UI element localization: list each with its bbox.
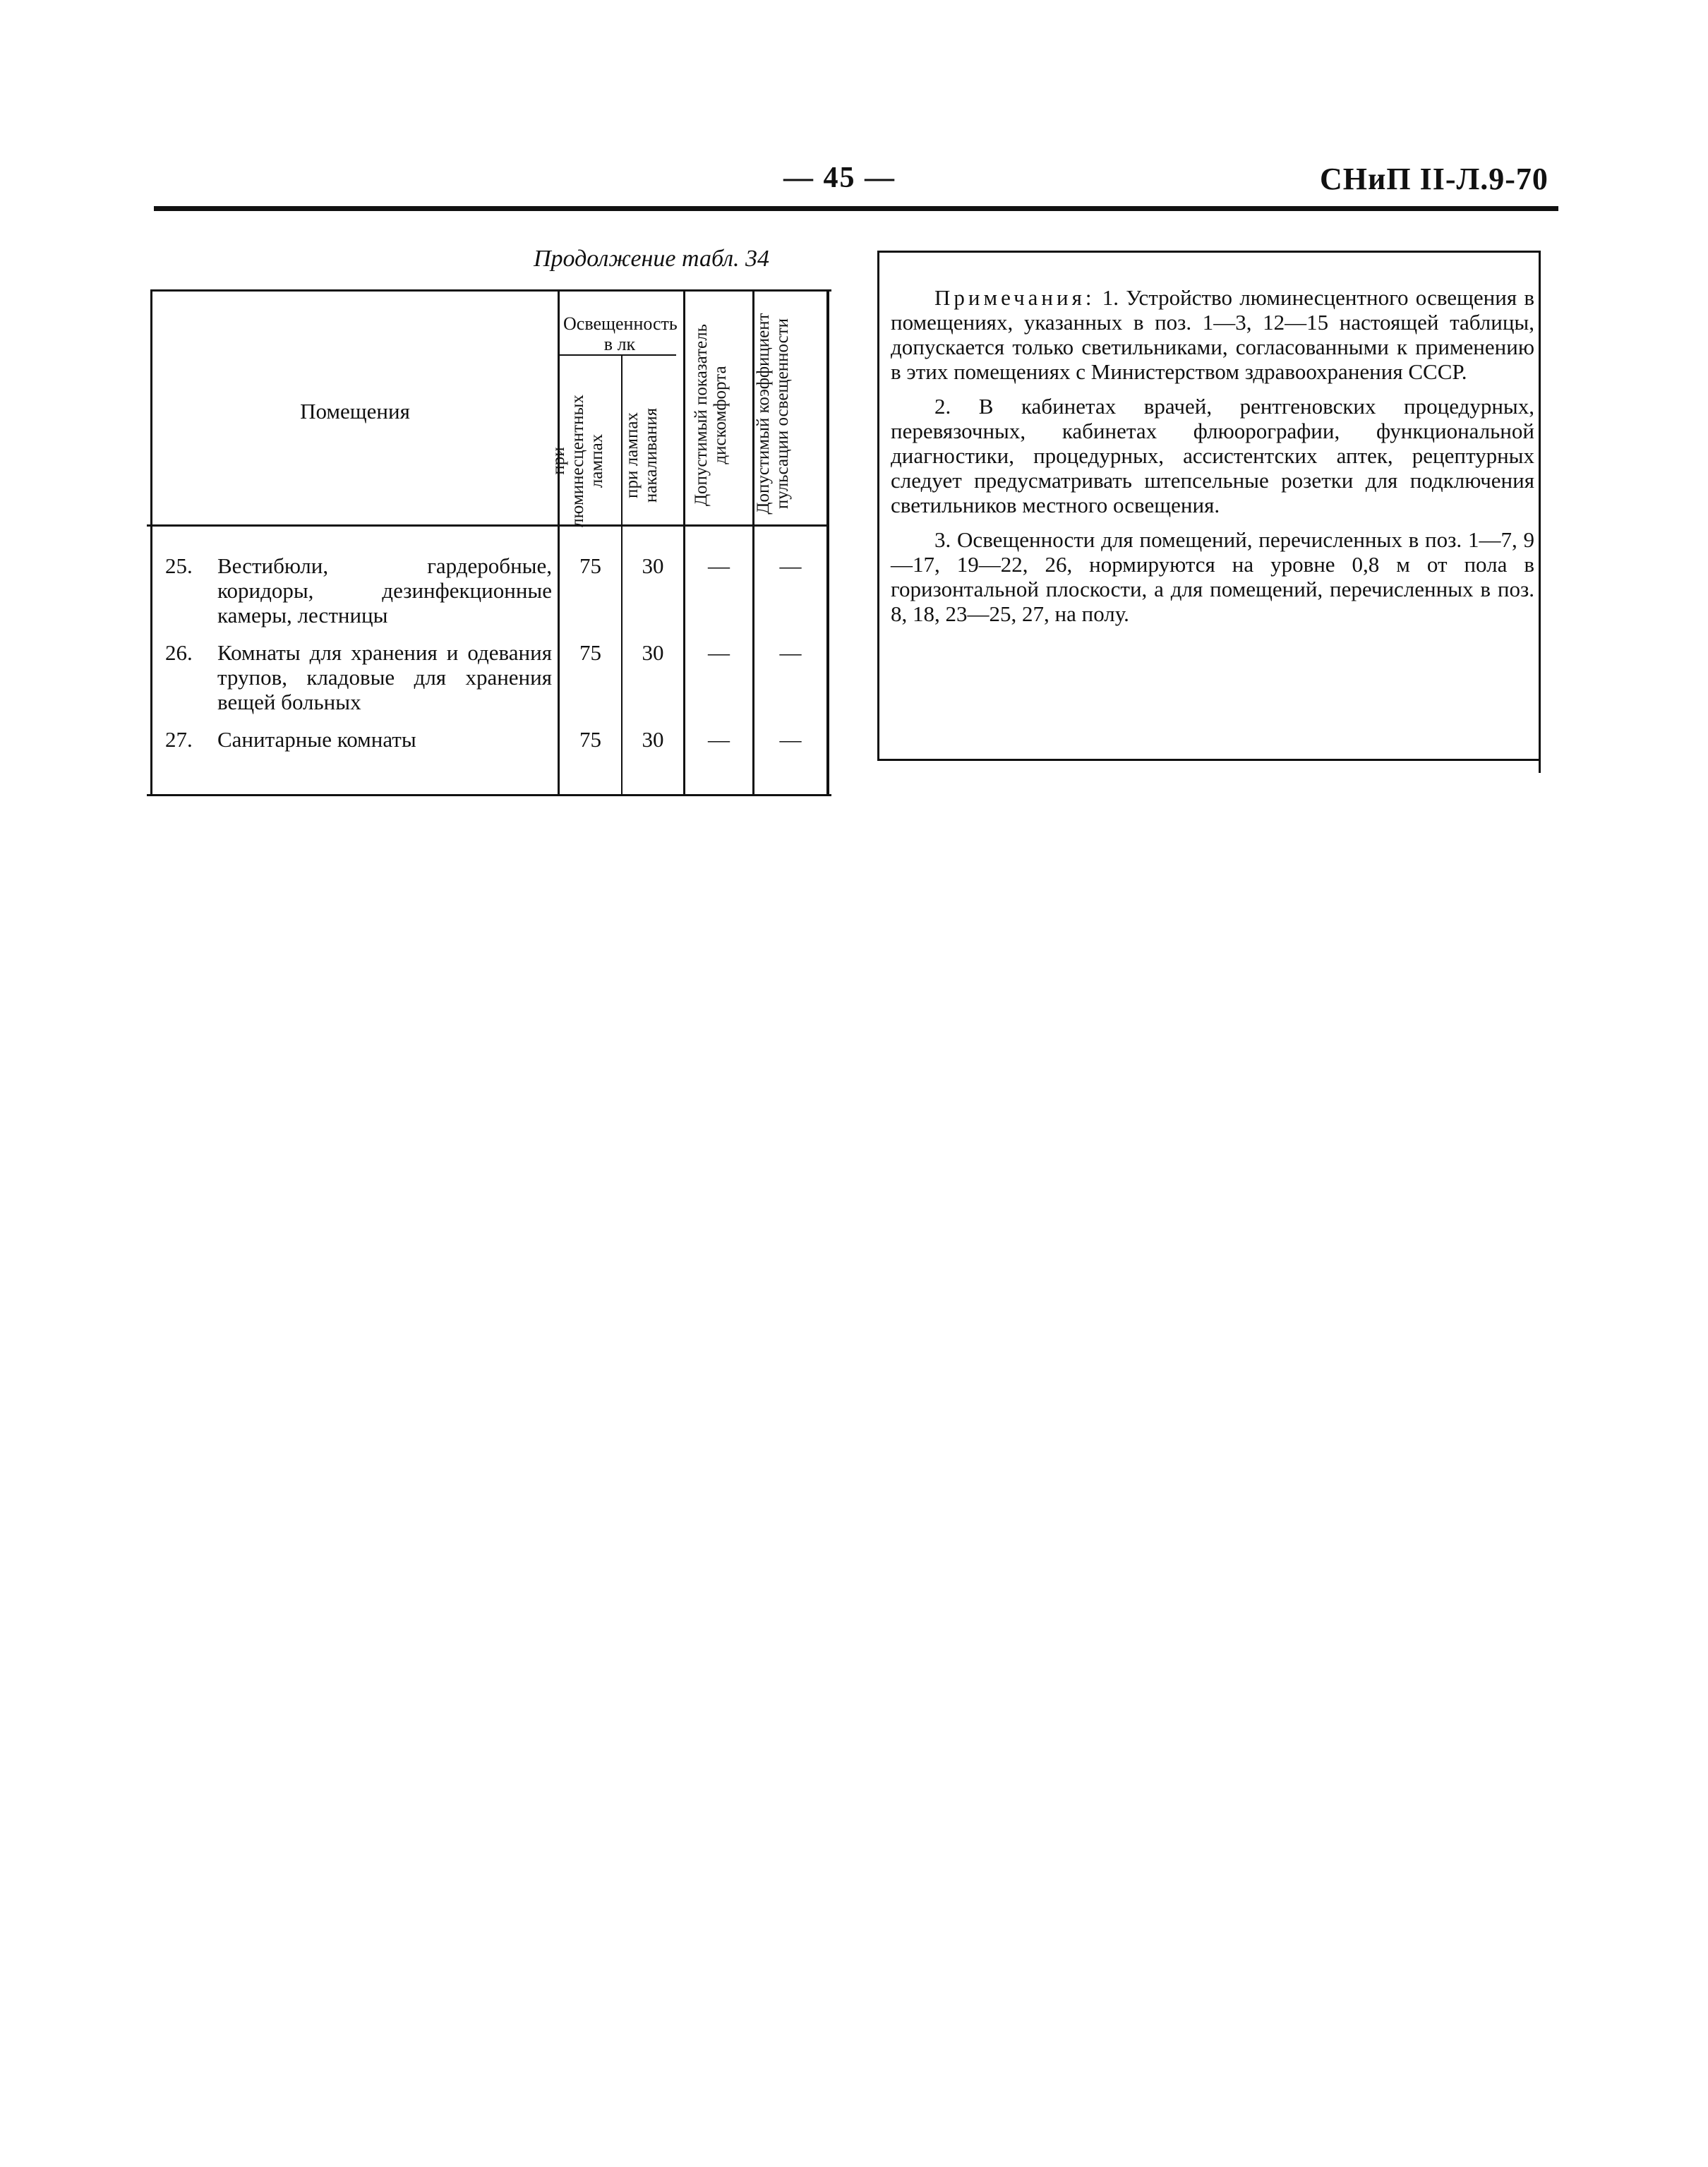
column-header-pulsation: Допустимый коэффициент пульсации освещенности <box>754 313 792 515</box>
row-number: 26. <box>165 640 193 665</box>
room-name: Санитарные комнаты <box>217 727 416 752</box>
illumination-table <box>147 289 831 798</box>
column-header-fluorescent: при люминесцентных лампах <box>549 395 606 527</box>
document-code: СНиП II-Л.9-70 <box>1320 162 1548 196</box>
column-header-illumination: Освещенность в лк <box>563 313 678 354</box>
discomfort-value: — <box>708 727 730 752</box>
row-number: 27. <box>165 727 193 752</box>
page-number: — 45 — <box>783 162 896 194</box>
notes <box>891 285 1534 636</box>
column-header-rooms: Помещения <box>300 399 410 424</box>
discomfort-value: — <box>708 640 730 665</box>
pulsation-value: — <box>779 553 802 578</box>
fluorescent-value: 75 <box>579 640 601 665</box>
pulsation-value: — <box>779 727 802 752</box>
incandescent-value: 30 <box>642 553 664 578</box>
room-name: Комнаты для хранения и одевания трупов, кладовые для хранения вещей больных <box>217 640 552 714</box>
column-header-incandescent: при лампах накаливания <box>623 407 661 503</box>
note-2: 2. В кабинетах врачей, рентгеновских процедурных, перевязочных, кабинетах флюорографии, функциональной диагностики, процедурных, ассистентских аптек, рецептурных следует предусматривать штепсельные розетки для подключения светильников местного освещения. <box>891 394 1534 517</box>
discomfort-value: — <box>708 553 730 578</box>
fluorescent-value: 75 <box>579 553 601 578</box>
room-name: Вестибюли, гардеробные, коридоры, дезинфекционные камеры, лестницы <box>217 553 552 628</box>
incandescent-value: 30 <box>642 727 664 752</box>
column-header-discomfort: Допустимый показатель дискомфорта <box>692 323 730 507</box>
pulsation-value: — <box>779 640 802 665</box>
row-number: 25. <box>165 553 193 578</box>
notes-title: Примечания: <box>934 285 1095 310</box>
incandescent-value: 30 <box>642 640 664 665</box>
table-caption: Продолжение табл. 34 <box>534 246 770 272</box>
note-3: 3. Освещенности для помещений, перечисленных в поз. 1—7, 9—17, 19—22, 26, нормируются на уровне 0,8 м от пола в горизонтальной плоскости, а для помещений, перечисленных в поз. 8, 18, 23—25, 27, на полу. <box>891 527 1534 626</box>
note-1: Примечания: 1. Устройство люминесцентного освещения в помещениях, указанных в поз. 1—3, 12—15 настоящей таблицы, допускается только светильниками, согласованными к применению в этих помещениях с Министерством здравоохранения СССР. <box>891 285 1534 384</box>
fluorescent-value: 75 <box>579 727 601 752</box>
header-rule <box>154 206 1558 211</box>
